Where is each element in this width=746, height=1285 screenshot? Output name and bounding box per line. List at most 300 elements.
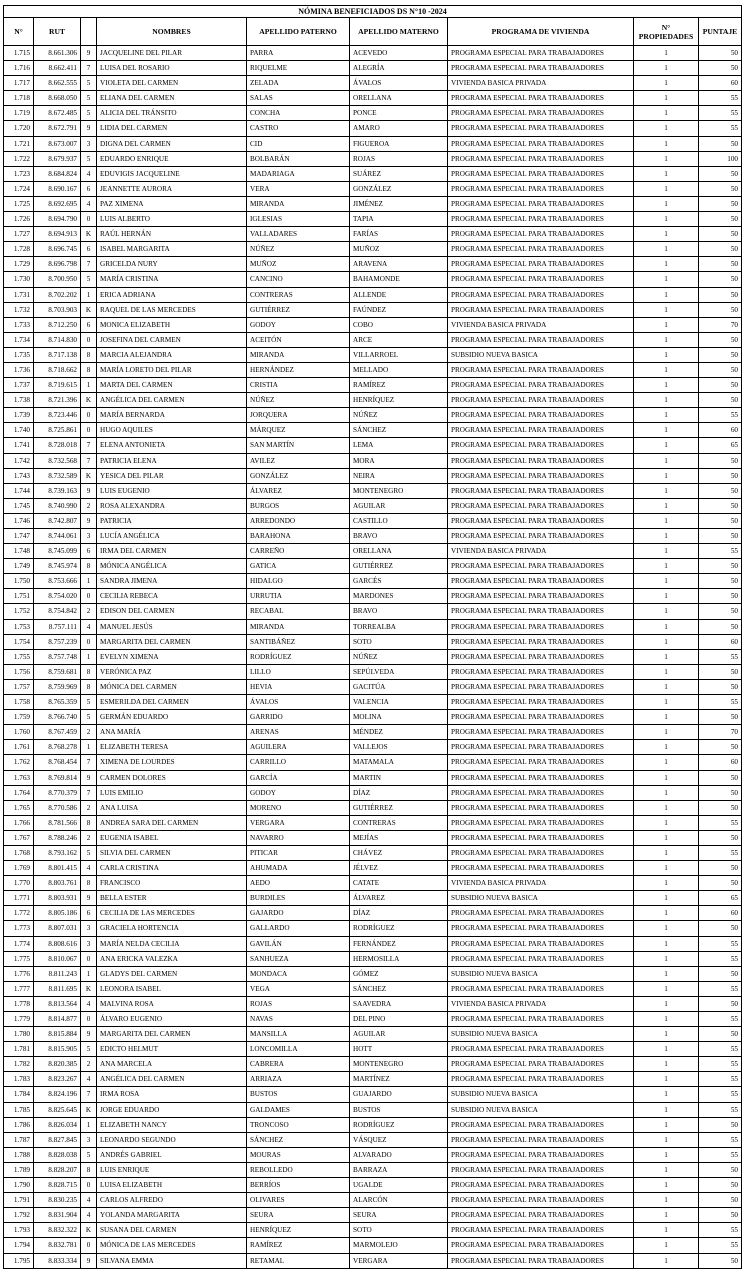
programa-cell: PROGRAMA ESPECIAL PARA TRABAJADORES xyxy=(448,679,634,694)
apellido-materno-cell: HENRÍQUEZ xyxy=(350,393,448,408)
dv-cell: 5 xyxy=(81,106,97,121)
table-row xyxy=(4,1162,742,1177)
dv-cell: 2 xyxy=(81,800,97,815)
dv-cell: 0 xyxy=(81,332,97,347)
apellido-paterno-cell: GAVILÁN xyxy=(247,936,350,951)
programa-cell: PROGRAMA ESPECIAL PARA TRABAJADORES xyxy=(448,498,634,513)
apellido-paterno-cell: SEURA xyxy=(247,1208,350,1223)
puntaje-cell: 50 xyxy=(699,740,742,755)
propiedades-cell: 1 xyxy=(634,332,699,347)
programa-cell: PROGRAMA ESPECIAL PARA TRABAJADORES xyxy=(448,981,634,996)
table-row xyxy=(4,876,742,891)
puntaje-cell: 50 xyxy=(699,664,742,679)
apellido-paterno-cell: GARRIDO xyxy=(247,710,350,725)
row-number: 1.775 xyxy=(4,951,34,966)
row-number: 1.728 xyxy=(4,242,34,257)
puntaje-cell: 50 xyxy=(699,257,742,272)
apellido-paterno-cell: BUSTOS xyxy=(247,1087,350,1102)
apellido-paterno-cell: VALLADARES xyxy=(247,227,350,242)
propiedades-cell: 1 xyxy=(634,272,699,287)
row-number: 1.789 xyxy=(4,1162,34,1177)
puntaje-cell: 100 xyxy=(699,151,742,166)
row-number: 1.790 xyxy=(4,1178,34,1193)
apellido-paterno-cell: PITICAR xyxy=(247,845,350,860)
programa-cell: PROGRAMA ESPECIAL PARA TRABAJADORES xyxy=(448,257,634,272)
table-row xyxy=(4,1027,742,1042)
nombres-cell: EUGENIA ISABEL xyxy=(97,830,247,845)
dv-cell: 7 xyxy=(81,785,97,800)
table-row xyxy=(4,483,742,498)
apellido-paterno-cell: AVILEZ xyxy=(247,453,350,468)
programa-cell: PROGRAMA ESPECIAL PARA TRABAJADORES xyxy=(448,1042,634,1057)
apellido-materno-cell: ALEGRÍA xyxy=(350,61,448,76)
table-row xyxy=(4,181,742,196)
rut-cell: 8.672.485 xyxy=(34,106,81,121)
row-number: 1.733 xyxy=(4,317,34,332)
apellido-paterno-cell: NAVARRO xyxy=(247,830,350,845)
puntaje-cell: 50 xyxy=(699,181,742,196)
row-number: 1.747 xyxy=(4,529,34,544)
apellido-paterno-cell: CONTRERAS xyxy=(247,287,350,302)
nombres-cell: ELIANA DEL CARMEN xyxy=(97,91,247,106)
row-number: 1.721 xyxy=(4,136,34,151)
row-number: 1.750 xyxy=(4,574,34,589)
table-row xyxy=(4,76,742,91)
programa-cell: PROGRAMA ESPECIAL PARA TRABAJADORES xyxy=(448,770,634,785)
nombres-cell: RAÚL HERNÁN xyxy=(97,227,247,242)
rut-cell: 8.739.163 xyxy=(34,483,81,498)
row-number: 1.757 xyxy=(4,679,34,694)
nombres-cell: ROSA ALEXANDRA xyxy=(97,498,247,513)
propiedades-cell: 1 xyxy=(634,966,699,981)
apellido-materno-cell: VALLEJOS xyxy=(350,740,448,755)
propiedades-cell: 1 xyxy=(634,212,699,227)
propiedades-cell: 1 xyxy=(634,61,699,76)
table-row xyxy=(4,861,742,876)
row-number: 1.777 xyxy=(4,981,34,996)
rut-cell: 8.830.235 xyxy=(34,1193,81,1208)
puntaje-cell: 55 xyxy=(699,1087,742,1102)
puntaje-cell: 50 xyxy=(699,136,742,151)
table-row xyxy=(4,453,742,468)
programa-cell: PROGRAMA ESPECIAL PARA TRABAJADORES xyxy=(448,61,634,76)
dv-cell: 8 xyxy=(81,876,97,891)
rut-cell: 8.696.745 xyxy=(34,242,81,257)
rut-cell: 8.703.903 xyxy=(34,302,81,317)
nombres-cell: HUGO AQUILES xyxy=(97,423,247,438)
row-number: 1.754 xyxy=(4,634,34,649)
apellido-materno-cell: SOTO xyxy=(350,1223,448,1238)
programa-cell: PROGRAMA ESPECIAL PARA TRABAJADORES xyxy=(448,513,634,528)
apellido-materno-cell: SEURA xyxy=(350,1208,448,1223)
puntaje-cell: 50 xyxy=(699,679,742,694)
programa-cell: PROGRAMA ESPECIAL PARA TRABAJADORES xyxy=(448,438,634,453)
puntaje-cell: 55 xyxy=(699,121,742,136)
apellido-materno-cell: SAAVEDRA xyxy=(350,996,448,1011)
dv-cell: 2 xyxy=(81,498,97,513)
table-row xyxy=(4,1102,742,1117)
programa-cell: PROGRAMA ESPECIAL PARA TRABAJADORES xyxy=(448,785,634,800)
propiedades-cell: 1 xyxy=(634,861,699,876)
puntaje-cell: 70 xyxy=(699,317,742,332)
rut-cell: 8.811.695 xyxy=(34,981,81,996)
apellido-materno-cell: NÚÑEZ xyxy=(350,408,448,423)
apellido-paterno-cell: CONCHA xyxy=(247,106,350,121)
row-number: 1.718 xyxy=(4,91,34,106)
apellido-materno-cell: ALLENDE xyxy=(350,287,448,302)
nombres-cell: MARÍA BERNARDA xyxy=(97,408,247,423)
apellido-paterno-cell: REBOLLEDO xyxy=(247,1162,350,1177)
nombres-cell: ISABEL MARGARITA xyxy=(97,242,247,257)
rut-cell: 8.828.038 xyxy=(34,1147,81,1162)
programa-cell: PROGRAMA ESPECIAL PARA TRABAJADORES xyxy=(448,453,634,468)
apellido-materno-cell: PONCE xyxy=(350,106,448,121)
programa-cell: PROGRAMA ESPECIAL PARA TRABAJADORES xyxy=(448,951,634,966)
apellido-materno-cell: LEMA xyxy=(350,438,448,453)
propiedades-cell: 1 xyxy=(634,121,699,136)
apellido-paterno-cell: MONDACA xyxy=(247,966,350,981)
apellido-paterno-cell: MOURAS xyxy=(247,1147,350,1162)
rut-cell: 8.754.020 xyxy=(34,589,81,604)
programa-cell: PROGRAMA ESPECIAL PARA TRABAJADORES xyxy=(448,604,634,619)
nombres-cell: LUCÍA ANGÉLICA xyxy=(97,529,247,544)
apellido-materno-cell: CHÁVEZ xyxy=(350,845,448,860)
nombres-cell: LUIS EMILIO xyxy=(97,785,247,800)
propiedades-cell: 1 xyxy=(634,770,699,785)
nombres-cell: LEONARDO SEGUNDO xyxy=(97,1132,247,1147)
programa-cell: PROGRAMA ESPECIAL PARA TRABAJADORES xyxy=(448,815,634,830)
rut-cell: 8.745.974 xyxy=(34,559,81,574)
dv-cell: 2 xyxy=(81,830,97,845)
apellido-materno-cell: UGALDE xyxy=(350,1178,448,1193)
dv-cell: 1 xyxy=(81,1117,97,1132)
rut-cell: 8.815.884 xyxy=(34,1027,81,1042)
nombres-cell: IRMA DEL CARMEN xyxy=(97,544,247,559)
propiedades-cell: 1 xyxy=(634,196,699,211)
table-row xyxy=(4,906,742,921)
programa-cell: PROGRAMA ESPECIAL PARA TRABAJADORES xyxy=(448,423,634,438)
puntaje-cell: 50 xyxy=(699,166,742,181)
rut-cell: 8.805.186 xyxy=(34,906,81,921)
puntaje-cell: 50 xyxy=(699,604,742,619)
rut-cell: 8.826.034 xyxy=(34,1117,81,1132)
puntaje-cell: 55 xyxy=(699,1238,742,1253)
programa-cell: PROGRAMA ESPECIAL PARA TRABAJADORES xyxy=(448,906,634,921)
propiedades-cell: 1 xyxy=(634,845,699,860)
puntaje-cell: 50 xyxy=(699,483,742,498)
table-row xyxy=(4,1042,742,1057)
nombres-cell: ANA LUISA xyxy=(97,800,247,815)
programa-cell: PROGRAMA ESPECIAL PARA TRABAJADORES xyxy=(448,695,634,710)
dv-cell: 7 xyxy=(81,453,97,468)
propiedades-cell: 1 xyxy=(634,136,699,151)
table-row xyxy=(4,287,742,302)
table-row xyxy=(4,408,742,423)
nombres-cell: MÓNICA DEL CARMEN xyxy=(97,679,247,694)
apellido-paterno-cell: CRISTIA xyxy=(247,378,350,393)
table-row xyxy=(4,196,742,211)
rut-cell: 8.803.931 xyxy=(34,891,81,906)
puntaje-cell: 55 xyxy=(699,936,742,951)
row-number: 1.768 xyxy=(4,845,34,860)
apellido-materno-cell: CATATE xyxy=(350,876,448,891)
apellido-paterno-cell: GALLARDO xyxy=(247,921,350,936)
table-row xyxy=(4,91,742,106)
propiedades-cell: 1 xyxy=(634,891,699,906)
row-number: 1.735 xyxy=(4,347,34,362)
apellido-materno-cell: MEJÍAS xyxy=(350,830,448,845)
puntaje-cell: 50 xyxy=(699,1027,742,1042)
row-number: 1.740 xyxy=(4,423,34,438)
apellido-paterno-cell: ZELADA xyxy=(247,76,350,91)
apellido-paterno-cell: MIRANDA xyxy=(247,347,350,362)
row-number: 1.776 xyxy=(4,966,34,981)
row-number: 1.761 xyxy=(4,740,34,755)
programa-cell: PROGRAMA ESPECIAL PARA TRABAJADORES xyxy=(448,166,634,181)
propiedades-cell: 1 xyxy=(634,151,699,166)
dv-cell: 6 xyxy=(81,544,97,559)
row-number: 1.720 xyxy=(4,121,34,136)
table-row xyxy=(4,951,742,966)
puntaje-cell: 50 xyxy=(699,1208,742,1223)
table-row xyxy=(4,438,742,453)
programa-cell: VIVIENDA BASICA PRIVADA xyxy=(448,876,634,891)
puntaje-cell: 50 xyxy=(699,46,742,61)
apellido-materno-cell: COBO xyxy=(350,317,448,332)
nombres-cell: LEONORA ISABEL xyxy=(97,981,247,996)
rut-cell: 8.793.162 xyxy=(34,845,81,860)
apellido-materno-cell: BRAVO xyxy=(350,604,448,619)
programa-cell: VIVIENDA BASICA PRIVADA xyxy=(448,996,634,1011)
dv-cell: 1 xyxy=(81,287,97,302)
programa-cell: PROGRAMA ESPECIAL PARA TRABAJADORES xyxy=(448,664,634,679)
apellido-materno-cell: MELLADO xyxy=(350,362,448,377)
propiedades-cell: 1 xyxy=(634,996,699,1011)
rut-cell: 8.823.267 xyxy=(34,1072,81,1087)
apellido-paterno-cell: NAVAS xyxy=(247,1012,350,1027)
nombres-cell: MARTA DEL CARMEN xyxy=(97,378,247,393)
rut-cell: 8.696.798 xyxy=(34,257,81,272)
nombres-cell: CECILIA REBECA xyxy=(97,589,247,604)
puntaje-cell: 55 xyxy=(699,408,742,423)
row-number: 1.755 xyxy=(4,649,34,664)
apellido-paterno-cell: ARREDONDO xyxy=(247,513,350,528)
propiedades-cell: 1 xyxy=(634,1102,699,1117)
programa-cell: PROGRAMA ESPECIAL PARA TRABAJADORES xyxy=(448,242,634,257)
dv-cell: 6 xyxy=(81,906,97,921)
rut-cell: 8.759.969 xyxy=(34,679,81,694)
puntaje-cell: 50 xyxy=(699,287,742,302)
apellido-materno-cell: NÚÑEZ xyxy=(350,649,448,664)
propiedades-cell: 1 xyxy=(634,408,699,423)
nombres-cell: PATRICIA ELENA xyxy=(97,453,247,468)
puntaje-cell: 65 xyxy=(699,438,742,453)
header-dv xyxy=(81,18,97,46)
header-programa: PROGRAMA DE VIVIENDA xyxy=(448,18,634,46)
row-number: 1.764 xyxy=(4,785,34,800)
row-number: 1.773 xyxy=(4,921,34,936)
table-row xyxy=(4,1238,742,1253)
puntaje-cell: 50 xyxy=(699,589,742,604)
apellido-materno-cell: GARCÉS xyxy=(350,574,448,589)
table-row xyxy=(4,1072,742,1087)
dv-cell: 2 xyxy=(81,725,97,740)
apellido-paterno-cell: LONCOMILLA xyxy=(247,1042,350,1057)
apellido-materno-cell: BAHAMONDE xyxy=(350,272,448,287)
programa-cell: PROGRAMA ESPECIAL PARA TRABAJADORES xyxy=(448,181,634,196)
table-row xyxy=(4,1117,742,1132)
apellido-paterno-cell: IGLESIAS xyxy=(247,212,350,227)
apellido-paterno-cell: HERNÁNDEZ xyxy=(247,362,350,377)
row-number: 1.758 xyxy=(4,695,34,710)
nombres-cell: ESMERILDA DEL CARMEN xyxy=(97,695,247,710)
apellido-materno-cell: DÍAZ xyxy=(350,785,448,800)
row-number: 1.756 xyxy=(4,664,34,679)
table-row xyxy=(4,1132,742,1147)
apellido-paterno-cell: VERGARA xyxy=(247,815,350,830)
apellido-paterno-cell: RETAMAL xyxy=(247,1253,350,1268)
apellido-paterno-cell: AEDO xyxy=(247,876,350,891)
dv-cell: 9 xyxy=(81,1253,97,1268)
nombres-cell: LIDIA DEL CARMEN xyxy=(97,121,247,136)
puntaje-cell: 55 xyxy=(699,815,742,830)
dv-cell: 7 xyxy=(81,61,97,76)
puntaje-cell: 50 xyxy=(699,785,742,800)
puntaje-cell: 55 xyxy=(699,1057,742,1072)
rut-cell: 8.811.243 xyxy=(34,966,81,981)
table-row xyxy=(4,785,742,800)
table-row xyxy=(4,46,742,61)
puntaje-cell: 55 xyxy=(699,1012,742,1027)
apellido-paterno-cell: MORENO xyxy=(247,800,350,815)
table-row xyxy=(4,996,742,1011)
nombres-cell: SUSANA DEL CARMEN xyxy=(97,1223,247,1238)
apellido-materno-cell: BRAVO xyxy=(350,529,448,544)
table-row xyxy=(4,589,742,604)
propiedades-cell: 1 xyxy=(634,951,699,966)
puntaje-cell: 50 xyxy=(699,1193,742,1208)
apellido-materno-cell: GUTIÉRREZ xyxy=(350,559,448,574)
puntaje-cell: 50 xyxy=(699,302,742,317)
rut-cell: 8.714.830 xyxy=(34,332,81,347)
rut-cell: 8.753.666 xyxy=(34,574,81,589)
apellido-paterno-cell: HIDALGO xyxy=(247,574,350,589)
row-number: 1.738 xyxy=(4,393,34,408)
table-row xyxy=(4,1147,742,1162)
puntaje-cell: 55 xyxy=(699,951,742,966)
propiedades-cell: 1 xyxy=(634,619,699,634)
propiedades-cell: 1 xyxy=(634,166,699,181)
nombres-cell: PAZ XIMENA xyxy=(97,196,247,211)
propiedades-cell: 1 xyxy=(634,468,699,483)
dv-cell: K xyxy=(81,393,97,408)
apellido-materno-cell: GACITÚA xyxy=(350,679,448,694)
apellido-materno-cell: TORREALBA xyxy=(350,619,448,634)
table-row xyxy=(4,966,742,981)
apellido-materno-cell: AMARO xyxy=(350,121,448,136)
table-row xyxy=(4,755,742,770)
propiedades-cell: 1 xyxy=(634,453,699,468)
table-row xyxy=(4,664,742,679)
nombres-cell: MARÍA CRISTINA xyxy=(97,272,247,287)
nombres-cell: JEANNETTE AURORA xyxy=(97,181,247,196)
apellido-materno-cell: DEL PINO xyxy=(350,1012,448,1027)
dv-cell: 7 xyxy=(81,1087,97,1102)
puntaje-cell: 55 xyxy=(699,981,742,996)
row-number: 1.749 xyxy=(4,559,34,574)
nombres-cell: MARGARITA DEL CARMEN xyxy=(97,1027,247,1042)
table-row xyxy=(4,815,742,830)
propiedades-cell: 1 xyxy=(634,1012,699,1027)
rut-cell: 8.767.459 xyxy=(34,725,81,740)
rut-cell: 8.770.379 xyxy=(34,785,81,800)
rut-cell: 8.770.586 xyxy=(34,800,81,815)
puntaje-cell: 50 xyxy=(699,393,742,408)
rut-cell: 8.808.616 xyxy=(34,936,81,951)
row-number: 1.726 xyxy=(4,212,34,227)
row-number: 1.765 xyxy=(4,800,34,815)
propiedades-cell: 1 xyxy=(634,76,699,91)
dv-cell: 1 xyxy=(81,740,97,755)
programa-cell: PROGRAMA ESPECIAL PARA TRABAJADORES xyxy=(448,483,634,498)
propiedades-cell: 1 xyxy=(634,725,699,740)
programa-cell: VIVIENDA BASICA PRIVADA xyxy=(448,544,634,559)
dv-cell: 3 xyxy=(81,136,97,151)
apellido-paterno-cell: SÁNCHEZ xyxy=(247,1132,350,1147)
programa-cell: PROGRAMA ESPECIAL PARA TRABAJADORES xyxy=(448,378,634,393)
programa-cell: PROGRAMA ESPECIAL PARA TRABAJADORES xyxy=(448,136,634,151)
dv-cell: 5 xyxy=(81,76,97,91)
table-row xyxy=(4,891,742,906)
rut-cell: 8.717.138 xyxy=(34,347,81,362)
dv-cell: 8 xyxy=(81,679,97,694)
table-row xyxy=(4,1178,742,1193)
puntaje-cell: 60 xyxy=(699,423,742,438)
table-row xyxy=(4,1253,742,1268)
apellido-materno-cell: HOTT xyxy=(350,1042,448,1057)
apellido-paterno-cell: CASTRO xyxy=(247,121,350,136)
programa-cell: PROGRAMA ESPECIAL PARA TRABAJADORES xyxy=(448,1162,634,1177)
apellido-materno-cell: SÁNCHEZ xyxy=(350,981,448,996)
apellido-materno-cell: GONZÁLEZ xyxy=(350,181,448,196)
puntaje-cell: 50 xyxy=(699,1117,742,1132)
nombres-cell: ANDRÉS GABRIEL xyxy=(97,1147,247,1162)
dv-cell: 9 xyxy=(81,121,97,136)
programa-cell: PROGRAMA ESPECIAL PARA TRABAJADORES xyxy=(448,755,634,770)
propiedades-cell: 1 xyxy=(634,649,699,664)
dv-cell: K xyxy=(81,1223,97,1238)
table-row xyxy=(4,921,742,936)
apellido-paterno-cell: RIQUELME xyxy=(247,61,350,76)
table-row xyxy=(4,121,742,136)
propiedades-cell: 1 xyxy=(634,529,699,544)
programa-cell: SUBSIDIO NUEVA BASICA xyxy=(448,1102,634,1117)
dv-cell: 3 xyxy=(81,529,97,544)
nombres-cell: ANGÉLICA DEL CARMEN xyxy=(97,393,247,408)
puntaje-cell: 50 xyxy=(699,362,742,377)
nombres-cell: BELLA ESTER xyxy=(97,891,247,906)
rut-cell: 8.740.990 xyxy=(34,498,81,513)
puntaje-cell: 50 xyxy=(699,770,742,785)
apellido-paterno-cell: BERRÍOS xyxy=(247,1178,350,1193)
row-number: 1.794 xyxy=(4,1238,34,1253)
row-number: 1.759 xyxy=(4,710,34,725)
table-row xyxy=(4,242,742,257)
programa-cell: PROGRAMA ESPECIAL PARA TRABAJADORES xyxy=(448,1223,634,1238)
rut-cell: 8.824.196 xyxy=(34,1087,81,1102)
apellido-paterno-cell: GUTIÉRREZ xyxy=(247,302,350,317)
row-number: 1.744 xyxy=(4,483,34,498)
